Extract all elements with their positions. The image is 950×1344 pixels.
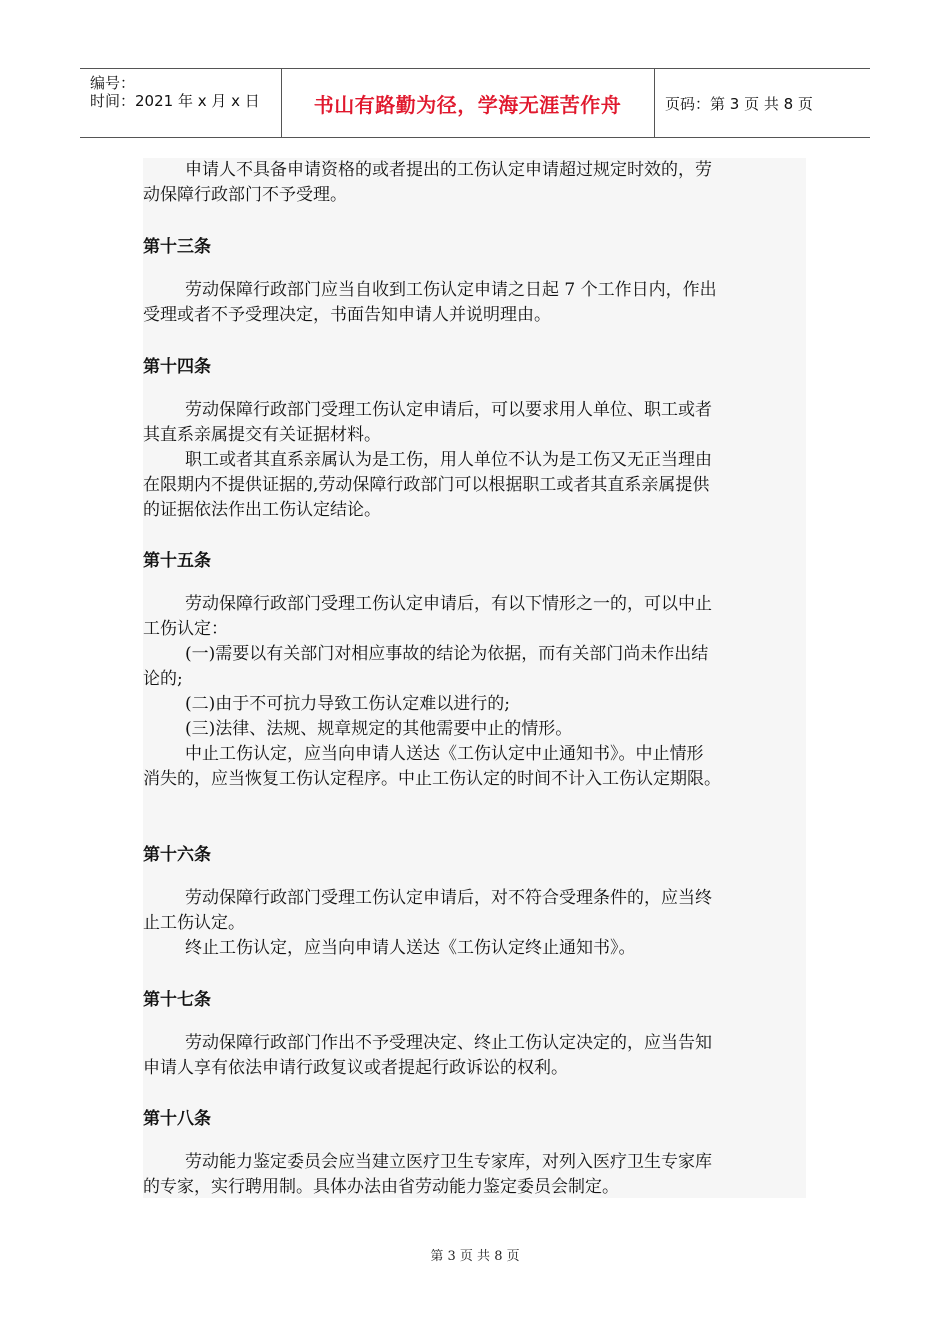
list-item: (二)由于不可抗力导致工伤认定难以进行的; [185,694,510,714]
paragraph-line: 中止工伤认定，应当向申请人送达《工伤认定中止通知书》。中止情形 [185,744,704,764]
paragraph-line: 劳动保障行政部门受理工伤认定申请后，对不符合受理条件的，应当终 [185,888,712,908]
paragraph-line: 职工或者其直系亲属认为是工伤，用人单位不认为是工伤又无正当理由 [185,450,712,470]
paragraph-line: 论的; [143,669,183,689]
header-motto-cell [281,69,655,137]
paragraph-line: 受理或者不予受理决定，书面告知申请人并说明理由。 [143,305,551,325]
paragraph-line: 的专家，实行聘用制。具体办法由省劳动能力鉴定委员会制定。 [143,1177,619,1197]
paragraph-line: 其直系亲属提交有关证据材料。 [143,425,381,445]
document-date-label: 时间：2021 年 x 月 x 日 [90,92,260,110]
article-heading-16: 第十六条 [143,845,211,865]
page-footer: 第 3 页 共 8 页 [430,1249,520,1264]
paragraph-line: 消失的，应当恢复工伤认定程序。中止工伤认定的时间不计入工伤认定期限。 [143,769,721,789]
paragraph-line: 工伤认定： [143,619,228,639]
paragraph-line: 在限期内不提供证据的,劳动保障行政部门可以根据职工或者其直系亲属提供 [143,475,710,495]
document-body [143,158,806,1198]
paragraph-line: 申请人享有依法申请行政复议或者提起行政诉讼的权利。 [143,1058,568,1078]
paragraph-line: 的证据依法作出工伤认定结论。 [143,500,381,520]
paragraph-line: 申请人不具备申请资格的或者提出的工伤认定申请超过规定时效的，劳 [185,160,712,180]
header-page-info: 页码：第 3 页 共 8 页 [665,95,813,113]
paragraph-line: 动保障行政部门不予受理。 [143,185,347,205]
article-heading-13: 第十三条 [143,237,211,257]
document-header [80,68,870,138]
header-motto: 书山有路勤为径，学海无涯苦作舟 [313,92,622,117]
paragraph-line: 劳动保障行政部门受理工伤认定申请后，可以要求用人单位、职工或者 [185,400,712,420]
paragraph-line: 劳动保障行政部门作出不予受理决定、终止工伤认定决定的，应当告知 [185,1033,712,1053]
paragraph-line: 劳动能力鉴定委员会应当建立医疗卫生专家库，对列入医疗卫生专家库 [185,1152,712,1172]
paragraph-line: 终止工伤认定，应当向申请人送达《工伤认定终止通知书》。 [185,938,636,958]
list-item: (一)需要以有关部门对相应事故的结论为依据，而有关部门尚未作出结 [185,644,709,664]
article-heading-17: 第十七条 [143,990,211,1010]
paragraph-line: 劳动保障行政部门应当自收到工伤认定申请之日起 7 个工作日内，作出 [185,280,717,300]
paragraph-line: 劳动保障行政部门受理工伤认定申请后，有以下情形之一的，可以中止 [185,594,712,614]
article-heading-15: 第十五条 [143,551,211,571]
list-item: (三)法律、法规、规章规定的其他需要中止的情形。 [185,719,573,739]
paragraph-line: 止工伤认定。 [143,913,245,933]
document-number-label: 编号： [90,74,136,92]
header-page-cell [655,69,870,137]
article-heading-18: 第十八条 [143,1109,211,1129]
header-meta-cell [80,69,282,137]
article-heading-14: 第十四条 [143,357,211,377]
